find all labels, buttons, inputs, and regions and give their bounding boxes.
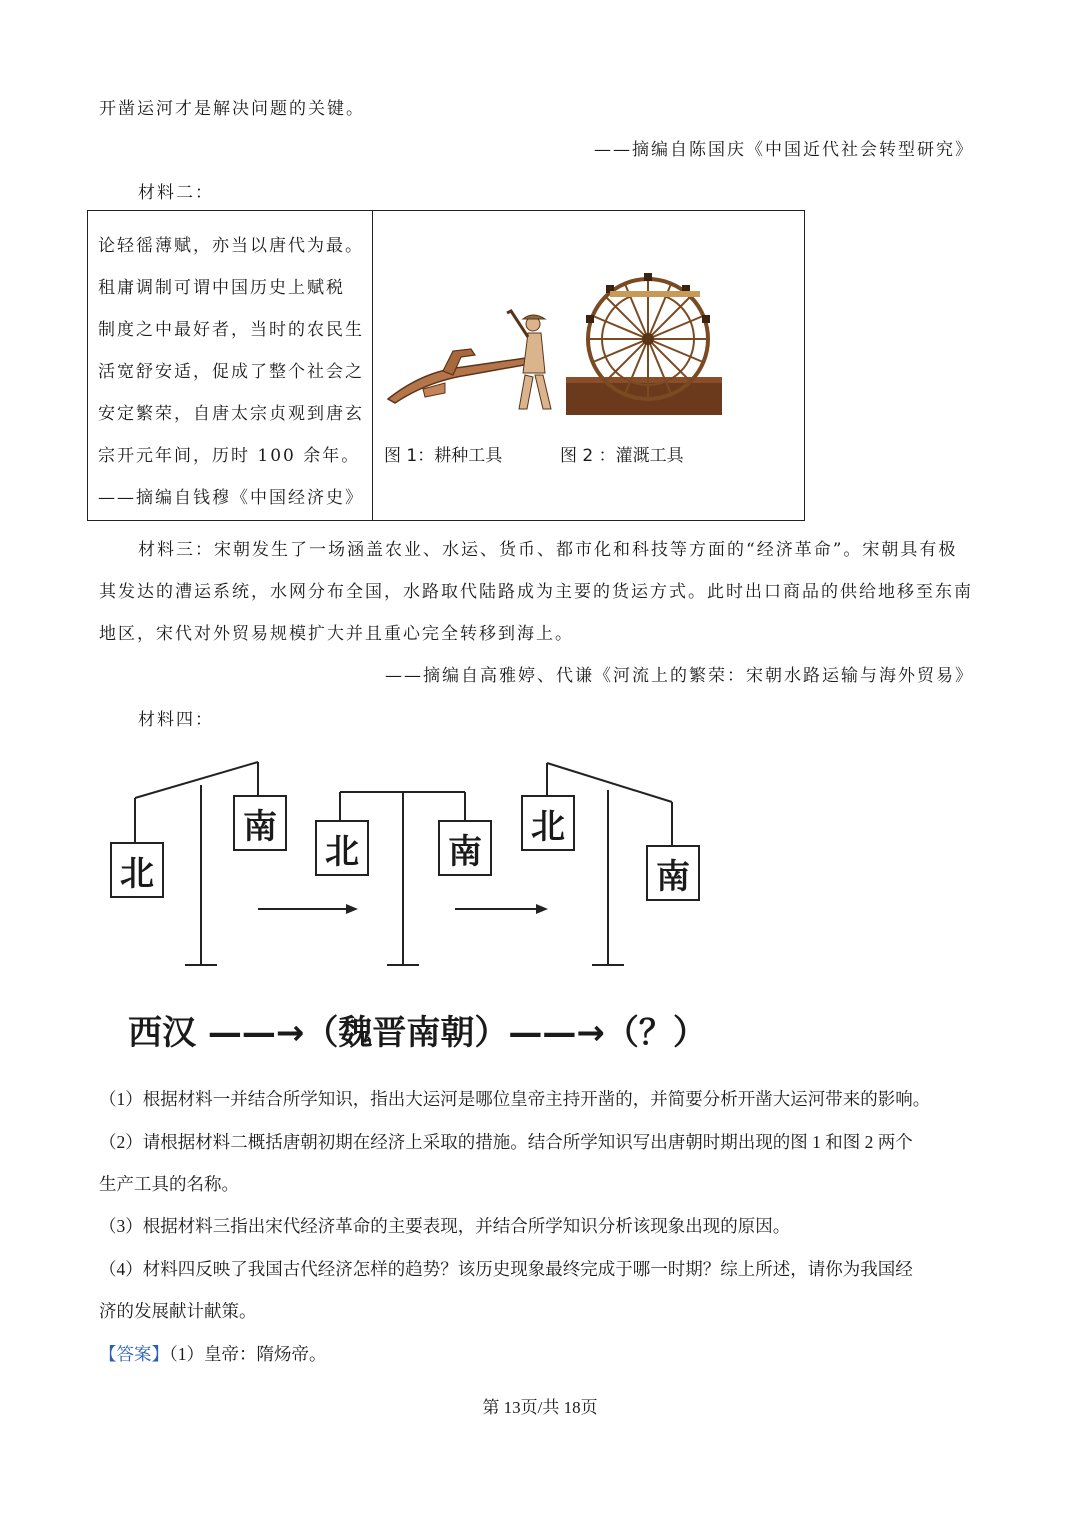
south-box: 南 — [438, 820, 492, 876]
question-3: （3）根据材料三指出宋代经济革命的主要表现，并结合所学知识分析该现象出现的原因。 — [99, 1216, 791, 1236]
material2-line: 安定繁荣，自唐太宗贞观到唐玄 — [98, 404, 364, 424]
material4-heading: 材料四： — [138, 710, 214, 730]
answer-line — [99, 1341, 327, 1366]
material2-line: 宗开元年间，历时 100 余年。 — [98, 446, 361, 466]
north-box: 北 — [315, 820, 369, 876]
table-divider — [372, 211, 373, 520]
page-footer: 第 13页/共 18页 — [482, 1398, 598, 1417]
question-2: （2）请根据材料二概括唐朝初期在经济上采取的措施。结合所学知识写出唐朝时期出现的图 1 和图 2 两个 — [99, 1132, 913, 1152]
question-2-cont: 生产工具的名称。 — [99, 1174, 239, 1194]
figure2-caption: 图 2 ：灌溉工具 — [560, 446, 684, 466]
material2-heading: 材料二： — [138, 183, 214, 203]
material2-line: 租庸调制可谓中国历史上赋税 — [98, 278, 345, 298]
question-4: （4）材料四反映了我国古代经济怎样的趋势？该历史现象最终完成于哪一时期？综上所述，请你为我国经 — [99, 1259, 913, 1279]
question-1: （1）根据材料一并结合所学知识，指出大运河是哪位皇帝主持开凿的，并简要分析开凿大运河带来的影响。 — [99, 1089, 931, 1109]
answer-tag: 【答案】 — [99, 1344, 169, 1364]
south-box: 南 — [646, 845, 700, 901]
material2-line: 制度之中最好者，当时的农民生 — [98, 320, 364, 340]
material3-line: 其发达的漕运系统，水网分布全国，水路取代陆路成为主要的货运方式。此时出口商品的供给地移至东南 — [99, 582, 973, 602]
material2-table — [87, 210, 805, 521]
answer-text: （1）皇帝：隋炀帝。 — [169, 1344, 327, 1364]
material3-source: ——摘编自高雅婷、代谦《河流上的繁荣：宋朝水路运输与海外贸易》 — [385, 666, 974, 686]
material2-line: 活宽舒安适，促成了整个社会之 — [98, 362, 364, 382]
material2-source: ——摘编自钱穆《中国经济史》 — [98, 488, 364, 508]
south-box: 南 — [233, 795, 287, 851]
material3-line: 地区，宋代对外贸易规模扩大并且重心完全转移到海上。 — [99, 624, 574, 644]
material1-source: ——摘编自陈国庆《中国近代社会转型研究》 — [594, 140, 974, 160]
figure1-caption: 图 1：耕种工具 — [384, 446, 503, 466]
plough-illustration — [383, 291, 563, 421]
timeline-label: 西汉 ——→（魏晋南朝）——→（？） — [128, 1013, 707, 1053]
material3-line: 材料三：宋朝发生了一场涵盖农业、水运、货币、都市化和科技等方面的“经济革命”。宋朝具有极 — [138, 540, 958, 560]
north-box: 北 — [110, 842, 164, 898]
water-wheel-illustration — [566, 269, 726, 417]
question-4-cont: 济的发展献计献策。 — [99, 1301, 257, 1321]
material1-tail: 开凿运河才是解决问题的关键。 — [99, 99, 365, 119]
north-box: 北 — [521, 795, 575, 851]
material2-line: 论轻徭薄赋，亦当以唐代为最。 — [98, 236, 364, 256]
